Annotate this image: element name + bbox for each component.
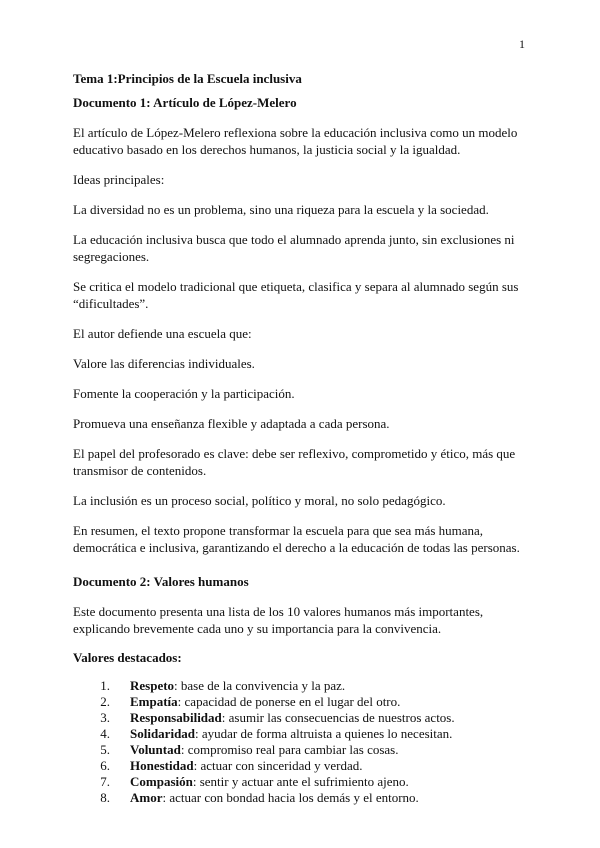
idea-paragraph: El papel del profesorado es clave: debe ser reflexivo, comprometido y ético, más que transmisor de contenidos. xyxy=(73,446,516,478)
doc2-title: Documento 2: Valores humanos xyxy=(73,574,249,589)
idea-paragraph: La inclusión es un proceso social, político y moral, no solo pedagógico. xyxy=(73,493,446,508)
idea-paragraph: Fomente la cooperación y la participación. xyxy=(73,386,295,401)
item-number: 5. xyxy=(100,742,110,757)
list-item xyxy=(73,678,533,694)
page-number: 1 xyxy=(519,37,525,51)
value-desc: : compromiso real para cambiar las cosas. xyxy=(180,742,399,757)
item-number: 6. xyxy=(100,758,110,773)
list-item xyxy=(73,758,533,774)
list-item xyxy=(73,726,533,742)
list-item xyxy=(73,790,533,806)
topic-title: Tema 1:Principios de la Escuela inclusiva xyxy=(73,71,302,86)
item-number: 3. xyxy=(100,710,110,725)
doc2-intro: Este documento presenta una lista de los 10 valores humanos más importantes, explicando brevemente cada uno y su importancia para la convivencia. xyxy=(73,604,484,636)
doc1-intro: El artículo de López-Melero reflexiona sobre la educación inclusiva como un modelo educativo basado en los derechos humanos, la justicia social y la igualdad. xyxy=(73,125,518,157)
item-number: 1. xyxy=(100,678,110,693)
value-desc: : asumir las consecuencias de nuestros actos. xyxy=(221,710,455,725)
value-desc: : actuar con bondad hacia los demás y el entorno. xyxy=(162,790,419,805)
value-name: Respeto xyxy=(130,678,175,693)
ideas-label: Ideas principales: xyxy=(73,172,165,187)
value-desc: : actuar con sinceridad y verdad. xyxy=(193,758,363,773)
value-name: Voluntad xyxy=(130,742,181,757)
values-list xyxy=(73,678,533,806)
value-name: Responsabilidad xyxy=(130,710,222,725)
list-item xyxy=(73,694,533,710)
list-item xyxy=(73,710,533,726)
list-item xyxy=(73,742,533,758)
document-body xyxy=(73,71,533,806)
idea-paragraph: La diversidad no es un problema, sino una riqueza para la escuela y la sociedad. xyxy=(73,202,489,217)
item-number: 4. xyxy=(100,726,110,741)
value-name: Solidaridad xyxy=(130,726,196,741)
list-item xyxy=(73,774,533,790)
idea-paragraph: El autor defiende una escuela que: xyxy=(73,326,252,341)
item-number: 2. xyxy=(100,694,110,709)
value-name: Compasión xyxy=(130,774,193,789)
value-name: Honestidad xyxy=(130,758,194,773)
value-name: Empatía xyxy=(130,694,178,709)
idea-paragraph: Promueva una enseñanza flexible y adaptada a cada persona. xyxy=(73,416,390,431)
value-desc: : ayudar de forma altruista a quienes lo necesitan. xyxy=(195,726,453,741)
values-label: Valores destacados: xyxy=(73,650,182,665)
idea-paragraph: Valore las diferencias individuales. xyxy=(73,356,255,371)
value-name: Amor xyxy=(130,790,163,805)
value-desc: : base de la convivencia y la paz. xyxy=(174,678,346,693)
summary-paragraph: En resumen, el texto propone transformar la escuela para que sea más humana, democrática e inclusiva, garantizando el derecho a la educación de todas las personas. xyxy=(73,523,520,555)
item-number: 8. xyxy=(100,790,110,805)
value-desc: : capacidad de ponerse en el lugar del otro. xyxy=(177,694,401,709)
idea-paragraph: La educación inclusiva busca que todo el alumnado aprenda junto, sin exclusiones ni segregaciones. xyxy=(73,232,515,264)
value-desc: : sentir y actuar ante el sufrimiento ajeno. xyxy=(192,774,409,789)
item-number: 7. xyxy=(100,774,110,789)
idea-paragraph: Se critica el modelo tradicional que etiqueta, clasifica y separa al alumnado según sus “dificultades”. xyxy=(73,279,519,311)
doc1-title: Documento 1: Artículo de López-Melero xyxy=(73,95,297,110)
